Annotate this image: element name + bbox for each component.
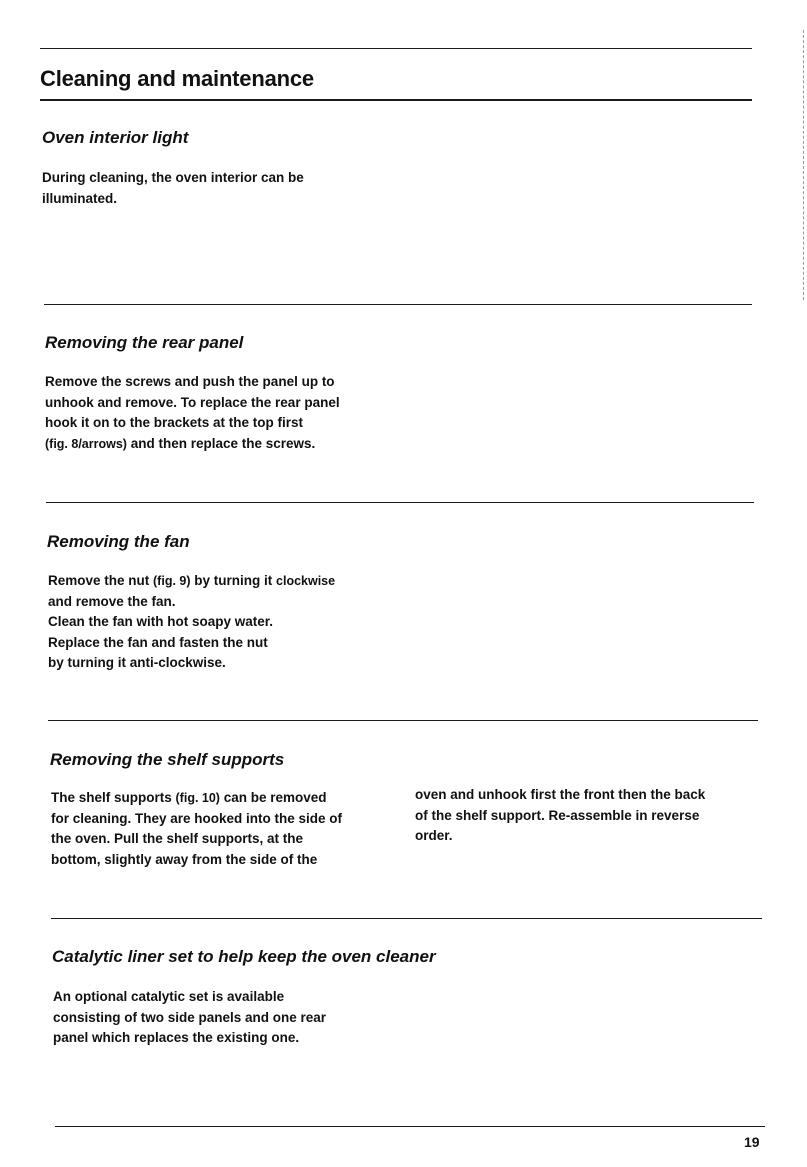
text-line: panel which replaces the existing one.: [53, 1030, 300, 1045]
text-line: order.: [415, 828, 453, 843]
section-paragraph: [42, 168, 304, 209]
text-line: the oven. Pull the shelf supports, at the: [51, 831, 304, 846]
text-line: During cleaning, the oven interior can be: [42, 170, 304, 185]
section-heading: Removing the fan: [47, 532, 190, 551]
text-line: Clean the fan with hot soapy water.: [48, 614, 274, 629]
section-divider: [48, 720, 758, 721]
text-line: An optional catalytic set is available: [53, 989, 285, 1004]
footer-rule: [55, 1126, 765, 1127]
figure-reference: (fig. 8/arrows): [45, 436, 127, 451]
text-fragment: and then replace the screws.: [126, 435, 316, 451]
text-line: Replace the fan and fasten the nut: [48, 634, 268, 650]
text-line: oven and unhook first the front then the back: [415, 787, 706, 802]
section-divider: [44, 304, 752, 305]
section-divider: [51, 918, 762, 919]
section-paragraph: [45, 372, 340, 454]
text-fragment: The shelf supports: [51, 790, 176, 805]
page-edge-mark: [803, 30, 806, 300]
text-line: [45, 434, 340, 455]
text-line: for cleaning. They are hooked into the side of: [51, 810, 343, 826]
page-title: Cleaning and maintenance: [40, 66, 314, 91]
emphasis-clockwise: clockwise: [276, 574, 336, 588]
text-line: Remove the screws and push the panel up to: [45, 374, 335, 389]
text-line: of the shelf support. Re-assemble in reverse: [415, 807, 700, 823]
section-heading: Oven interior light: [42, 128, 189, 147]
section-paragraph: [53, 987, 326, 1049]
text-fragment: can be removed: [219, 790, 327, 805]
text-line: hook it on to the brackets at the top first: [45, 415, 304, 430]
text-line: [48, 571, 335, 592]
section-paragraph: [48, 571, 335, 674]
section-paragraph-left-column: [51, 788, 342, 870]
text-fragment: Remove the nut: [48, 573, 154, 588]
section-heading: Removing the rear panel: [45, 333, 244, 352]
text-line: and remove the fan.: [48, 593, 176, 609]
text-fragment: by turning it: [190, 573, 277, 588]
header-top-rule: [40, 48, 752, 49]
text-line: illuminated.: [42, 190, 118, 206]
section-divider: [46, 502, 754, 503]
header-bottom-rule: [40, 99, 752, 101]
section-paragraph-right-column: [415, 785, 705, 847]
text-line: [51, 788, 342, 809]
text-line: consisting of two side panels and one rear: [53, 1009, 327, 1025]
figure-reference: (fig. 9): [153, 574, 191, 588]
figure-reference: (fig. 10): [175, 791, 220, 805]
section-heading: Removing the shelf supports: [50, 750, 285, 769]
text-line: bottom, slightly away from the side of the: [51, 851, 318, 867]
section-heading: Catalytic liner set to help keep the oven cleaner: [52, 947, 436, 966]
page-number: 19: [744, 1134, 760, 1150]
text-line: unhook and remove. To replace the rear panel: [45, 394, 340, 410]
text-line: by turning it anti-clockwise.: [48, 655, 226, 670]
